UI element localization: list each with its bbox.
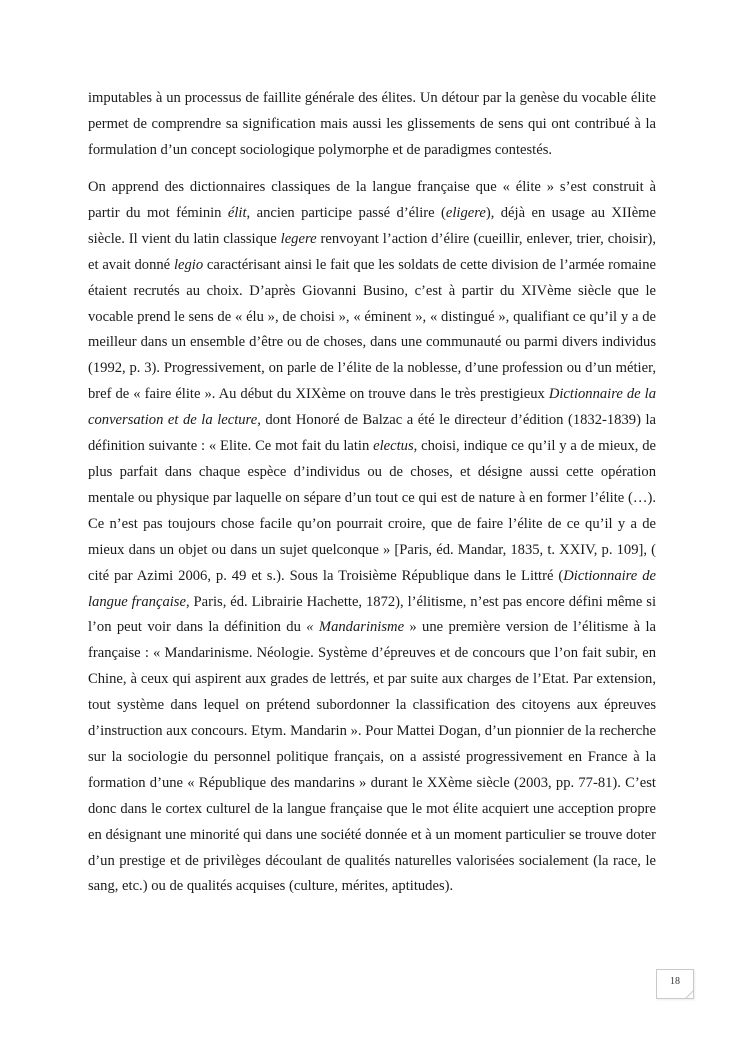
italic-term-legere: legere	[280, 230, 317, 247]
paragraph-2	[88, 175, 656, 900]
italic-term-eligere: eligere	[445, 204, 486, 221]
paragraph-1: imputables à un processus de faillite générale des élites. Un détour par la genèse du vocable élite permet de comprendre sa signification mais aussi les glissements de sens qui ont contribué à la formulation d’un concept sociologique polymorphe et de paradigmes contestés.	[88, 90, 656, 158]
italic-title-dictionnaire-conversation: Dictionnaire de la conversation et de la lecture	[88, 386, 656, 429]
paragraph-2-text: , dont Honoré de Balzac a été le directeur d’édition (1832-1839) la définition suivante : « Elite. Ce mot fait du latin	[88, 412, 656, 455]
italic-term-electus: electus	[373, 438, 414, 455]
paragraph-2-text: On apprend des dictionnaires classiques de la langue française que « élite » s’est construit à partir du mot féminin	[88, 179, 656, 221]
italic-term-legio: legio	[173, 256, 204, 273]
italic-term-elit: élit	[227, 204, 247, 221]
page-number-box	[656, 969, 694, 999]
paragraph-2-text: , choisi, indique ce qu’il y a de mieux, de plus parfait dans chaque espèce d’individus ou de choses, et désigne aussi cette opération mentale ou physique par laquelle on sépare d’un tout ce qui est de nature à en former l’élite (…). Ce n’est pas toujours chose facile qu’on pourrait croire, que de faire l’élite de ce qu’il y a de mieux dans un objet ou dans un sujet quelconque » [Paris, éd. Mandar, 1835, t. XXIV, p. 109], ( cité par Azimi 2006, p. 49 et s.). Sous la Troisième République dans le Littré (	[88, 438, 657, 584]
page-number: 18	[670, 976, 680, 987]
paragraph-2-text: » une première version de l’élitisme à la française : « Mandarinisme. Néologie. Système d’épreuves et de concours que l’on fait subir, en Chine, à ceux qui aspirent aux grades de lettrés, et par suite aux charges de l’Etat. Par extension, tout système dans lequel on prétend subordonner la classification des citoyens aux épreuves d’instruction aux concours. Etym. Mandarin ». Pour Mattei Dogan, d’un pionnier de la recherche sur la sociologie du personnel politique français, on a assisté progressivement en France à la formation d’une « République des mandarins » durant le XXème siècle (2003, pp. 77-81). C’est donc dans le cortex culturel de la langue française que le mot élite acquiert une acception propre en désignant une minorité qui dans une société donnée et à un moment particulier se trouve doter d’un prestige et de privilèges découlant de qualités naturelles valorisées socialement (la race, le sang, etc.) ou de qualités acquises (culture, mérites, aptitudes).	[88, 619, 656, 895]
paragraph-2-text: , ancien participe passé d’élire (	[246, 204, 446, 221]
paragraph-2-text: renvoyant l’action d’élire (cueillir, enlever, trier, choisir), et avait donné	[88, 230, 656, 273]
paragraph-2-text: caractérisant ainsi le fait que les soldats de cette division de l’armée romaine étaient recrutés au choix. D’après Giovanni Busino, c’est à partir du XIVème siècle que le vocable prend le sens de « élu », de choisi », « éminent », « distingué », qualifiant ce qu’il y a de meilleur dans un ensemble d’être ou de choses, dans une communauté ou parmi divers individus (1992, p. 3). Progressivement, on parle de l’élite de la noblesse, d’une profession ou d’un métier, bref de « faire élite ». Au début du XIXème on trouve dans le très prestigieux	[88, 256, 656, 403]
paragraph-2-text: , Paris, éd. Librairie Hachette, 1872), l’élitisme, n’est pas encore défini même si l’on peut voir dans la définition du	[88, 593, 656, 636]
italic-title-dictionnaire-langue: Dictionnaire de langue française	[88, 567, 656, 610]
paragraph-2-text: ), déjà en usage au XIIème siècle. Il vient du latin classique	[88, 204, 657, 247]
italic-term-mandarinisme: « Mandarinisme	[306, 619, 405, 636]
